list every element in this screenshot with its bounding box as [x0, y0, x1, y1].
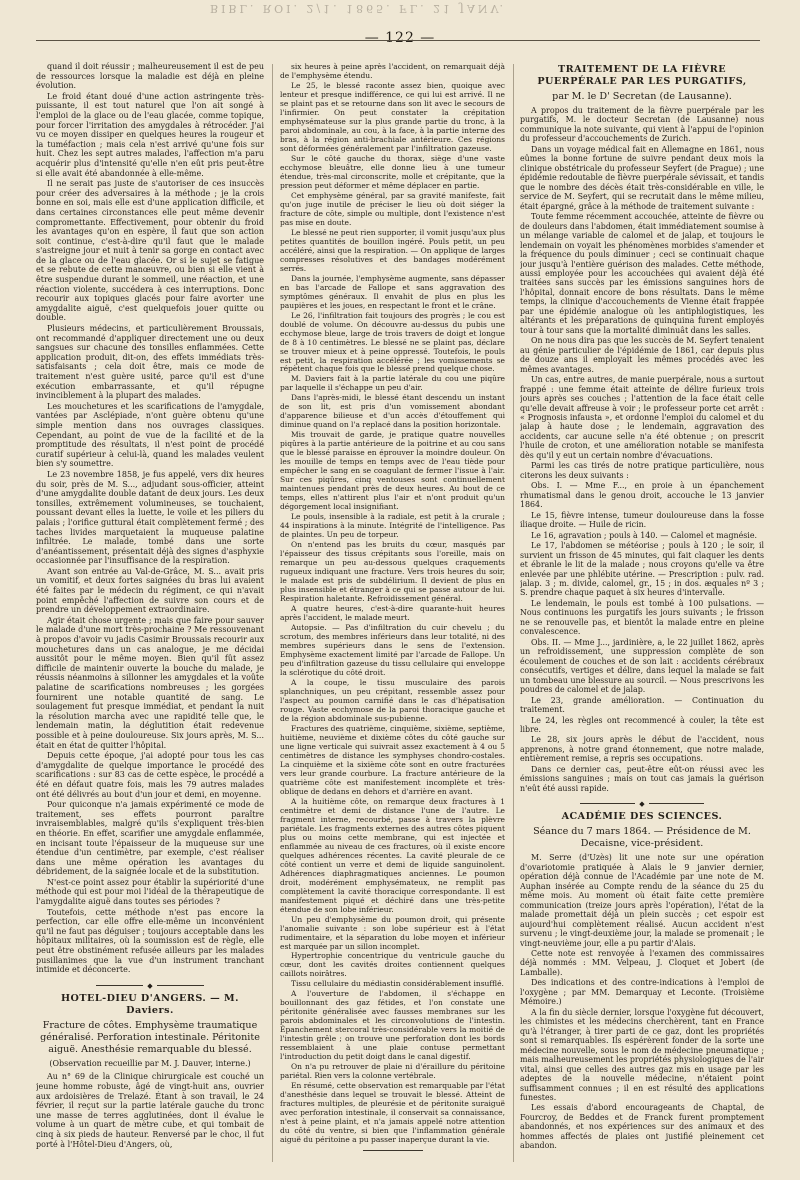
bleed-through-text: BIBL. ROI. 2/1. 1865. FL. 21 JANV.: [210, 2, 507, 15]
paragraph: Il ne serait pas juste de s'autoriser de ces insuccès pour créer des adversaires à la méthode ; je la crois bonne en soi, mais elle est d'une application difficile, et dans certaines circonstances elle peut même devenir compromettante. Effectivement, pour obtenir du froid les avantages qu'on en espère, il faut que son action soit continue, c'est-à-dire qu'il faut que le malade s'astreigne jour et nuit à tenir sa gorge en contact avec de la glace ou de l'eau glacée. Or si le sujet se fatigue et se rebute de cette manœuvre, ou bien si elle vient à être suspendue durant le sommeil, une réaction, et une réaction violente, succédera à ces interruptions. Donc recourir aux topiques glacés pour faire avorter une amygdalite aiguë, c'est quelquefois jouer quitte ou double.: [36, 179, 264, 323]
paragraph: A l'ouverture de l'abdomen, il s'échappe en bouillonnant des gaz fétides, et l'on constate une péritonite généralisée avec fausses membranes sur les parois abdominales et les circonvolutions de l'intestin. Épanchement stercoral très-considérable vers la moitié de l'intestin grêle ; on trouve une perforation dont les bords ressemblaient à une plaie contuse permettant l'introduction du petit doigt dans le canal digestif.: [280, 989, 505, 1062]
paragraph: Pour quiconque n'a jamais expérimenté ce mode de traitement, ses effets pourront paraître invraisemblables, malgré qu'ils s'expliquent très-bien en théorie. En effet, scarifier une amygdale enflammée, en incisant toute l'épaisseur de la muqueuse sur une étendue d'un centimètre, par exemple, c'est réaliser dans une même opération les avantages du débridement, de la saignée locale et de la substitution.: [36, 800, 264, 877]
paragraph: On n'a pu retrouver de plaie ni d'éraillure du péritoine pariétal. Rien vers la colonne vertébrale.: [280, 1062, 505, 1081]
paragraph: Parmi les cas tirés de notre pratique particulière, nous citerons les deux suivants :: [520, 461, 764, 480]
page-number: [0, 30, 800, 46]
paragraph: Le 16, agravation ; pouls à 140. — Calomel et magnésie.: [531, 530, 758, 540]
column-left: [36, 62, 264, 1168]
paragraph: Le 23, grande amélioration. — Continuation du traitement.: [520, 695, 764, 715]
paragraph: Depuis cette époque, j'ai adopté pour tous les cas d'amygdalite de quelque importance le procédé des scarifications : sur 83 cas de cette espèce, le procédé a été en défaut quatre fois, mais les 79 autres malades ont été délivrés au bout d'un jour et demi, en moyenne.: [36, 751, 264, 799]
paragraph: A la coupe, le tissu musculaire des parois splanchniques, un peu crépitant, ressemble assez pour l'aspect au poumon carnifié dans le cas d'hépatisation rouge. Vaste ecchymose de la paroi thoracique gauche et de la région abdominale sus-pubienne.: [280, 677, 505, 723]
paragraph: six heures à peine après l'accident, on remarquait déjà de l'emphysème étendu.: [280, 62, 505, 80]
paragraph: Hypertrophie concentrique du ventricule gauche du cœur, dont les cavités droites contiennent quelques caillots noirâtres.: [280, 951, 505, 979]
article-body: [520, 106, 764, 793]
column-middle: [280, 62, 505, 1168]
paragraph: En résumé, cette observation est remarquable par l'état d'anesthésie dans lequel se trouvait le blessé. Atteint de fractures multiples, de pleurésie et de péritonite suraiguë avec perforation intestinale, il conservait sa connaissance, n'est à peine plaint, et n'a jamais appelé notre attention du côté du ventre, si bien que l'inflammation générale aiguë du péritoine a pu passer inaperçue durant la vie.: [280, 1081, 505, 1145]
section-separator: [36, 981, 264, 989]
paragraph: Le 15, fièvre intense, tumeur douloureuse dans la fosse iliaque droite. — Huile de ricin.: [520, 510, 764, 530]
paragraph: Le lendemain, le pouls est tombé à 100 pulsations. — Nous continuons les purgatifs les jours suivants ; le frisson ne se renouvelle pas, et bientôt la malade entre en pleine convalescence.: [520, 598, 764, 637]
paragraph: Obs. II. — Mme J..., jardinière, a, le 22 juillet 1862, après un refroidissement, une suppression complète de son écoulement de couches et de son lait : accidents cérébraux consécutifs, vertiges et délire, dans lequel la malade se fait un tombeau une blessure au sourcil. — Nous prescrivons les poudres de calomel et de jalap.: [520, 637, 764, 695]
paragraph: M. Daviers fait à la partie latérale du cou une piqûre par laquelle il s'échappe un peu d'air.: [280, 374, 505, 393]
column-left-body: [36, 62, 264, 975]
paragraph: Cette note est renvoyée à l'examen des commissaires déjà nommés : MM. Velpeau, J. Cloquet et Jobert (de Lamballe).: [520, 948, 764, 977]
paragraph: Autopsie. — Pas d'infiltration du cuir chevelu ; du scrotum, des membres inférieurs dans leur totalité, ni des membres supérieurs dans le sens de l'extension. Emphysème exactement limité par l'arcade de Fallope. Un peu d'infiltration gazeuse du tissu cellulaire qui enveloppe la sclérotique du côté droit.: [280, 623, 505, 677]
paragraph: Le 25, le blessé raconte assez bien, quoique avec lenteur et presque indifférence, ce qui lui est arrivé. Il ne se plaint pas et se retourne dans son lit avec le secours de l'infirmier. On peut constater la crépitation emphysémateuse sur la plus grande partie du tronc, à la paroi abdominale, au cou, à la face, à la partie interne des bras, à la région anti-brachiale antérieure. Ces régions sont déformées généralement par l'infiltration gazeuse.: [280, 80, 505, 153]
section-body: [36, 1072, 264, 1149]
paragraph: Tissu cellulaire du médiastin considérablement insufflé.: [291, 979, 504, 989]
column-divider-1: [272, 64, 273, 1162]
paragraph: A la fin du siècle dernier, lorsque l'oxygène fut découvert, les chimistes et les médecins cherchèrent, tant en France qu'à l'étranger, à tirer parti de ce gaz, dont les propriétés sont si remarquables. Ils espérèrent fonder de la sorte une médecine nouvelle, sous le nom de médecine pneumatique ; mais malheureusement les propriétés physiologiques de l'air vital, ainsi que celles des autres gaz mis en usage par les adeptes de la nouvelle médecine, n'étaient point suffisamment connues ; il en est résulté des applications funestes.: [520, 1007, 764, 1102]
end-rule: [363, 1150, 423, 1151]
paragraph: Plusieurs médecins, et particulièrement Broussais, ont recommandé d'appliquer directement une ou deux sangsues sur chacune des tonsilles enflammées. Cette application produit, dit-on, des effets immédiats très-satisfaisants ; cela doit être, mais ce mode de traitement n'est guère usité, parce qu'il est d'une exécution embarrassante, et qu'il répugne invinciblement à la plupart des malades.: [36, 324, 264, 401]
paragraph: Le blessé ne peut rien supporter, il vomit jusqu'aux plus petites quantités de bouillon ingéré. Pouls petit, un peu accéléré, ainsi que la respiration. — On applique de larges compresses résolutives et des bandages modérément serrés.: [280, 227, 505, 273]
running-header: [0, 0, 800, 52]
section-note: (Observation recueillie par M. J. Dauver, interne.): [49, 1058, 251, 1068]
paragraph: Mis trouvait de garde, je pratique quatre nouvelles piqûres à la partie antérieure de la poitrine et au cou sans que le blessé paraisse en éprouver la moindre douleur. On les mouille de temps en temps avec de l'eau tiède pour empêcher le sang en se coagulant de fermer l'issue à l'air. Sur ces piqûres, cinq ventouses sont continuellement maintenues pendant près de deux heures. Au bout de ce temps, elles n'attirent plus l'air et n'ont produit qu'un dégorgement local insignifiant.: [280, 430, 505, 512]
paragraph: Agir était chose urgente ; mais que faire pour sauver le malade d'une mort très-prochaine ? Me ressouvenant à propos d'avoir vu jadis Casimir Broussais recourir aux mouchetures dans un cas analogue, je me décidai aussitôt pour le même moyen. Bien qu'il fût assez difficile de maintenir ouverte la bouche du malade, je réussis néanmoins à sillonner les amygdales et la voûte palatine de scarifications nombreuses ; les gorgées fournirent une notable quantité de sang. Le soulagement fut presque immédiat, et pendant la nuit la résolution marcha avec une rapidité telle que, le lendemain matin, la déglutition était redevenue possible et à peine douloureuse. Six jours après, M. S... était en état de quitter l'hôpital.: [36, 615, 264, 750]
paragraph: Fractures des quatrième, cinquième, sixième, septième, huitième, neuvième et dixième côtes du côté gauche sur une ligne verticale qui suivrait assez exactement à 4 ou 5 centimètres de distance les symphyses chondro-costales. La cinquième et la sixième côte sont en outre fracturées vers leur grande courbure. La fracture antérieure de la quatrième côte est manifestement incomplète et très-oblique de dedans en dehors et d'arrière en avant.: [280, 723, 505, 796]
paragraph: Les essais d'abord encourageants de Chaptal, de Fourcroy, de Beddes et de Franck furent promptement abandonnés, et nos expériences sur des animaux et des hommes affectés de plaies ont justifié pleinement cet abandon.: [520, 1103, 764, 1151]
paragraph: Dans l'après-midi, le blessé étant descendu un instant de son lit, est pris d'un vomissement abondant d'apparence bilieuse et d'un accès d'étouffement qui diminue quand on l'a replacé dans la position horizontale.: [280, 393, 505, 430]
paragraph: On ne nous dira pas que les succès de M. Seyfert tenaient au génie particulier de l'épidémie de 1861, car depuis plus de douze ans il employait les mêmes procédés avec les mêmes avantages.: [520, 336, 764, 374]
section-subtitle: Fracture de côtes. Emphysème traumatique généralisé. Perforation intestinale. Péritonite aiguë. Anesthésie remarquable du blessé.: [40, 1019, 260, 1055]
header-rule: [36, 40, 760, 41]
paragraph: Dans ce dernier cas, peut-être eût-on réussi avec les émissions sanguines ; mais on tout cas jamais la guérison n'eût été aussi rapide.: [520, 764, 764, 793]
paragraph: Dans la journée, l'emphysème augmente, sans dépasser en bas l'arcade de Fallope et sans aggravation des symptômes généraux. Il envahit de plus en plus les paupières et les joues, en respectant le front et le crâne.: [280, 273, 505, 310]
paragraph: Le 24, les règles ont recommencé à couler, la tête est libre.: [520, 715, 764, 734]
academy-subtitle: Séance du 7 mars 1864. — Présidence de M. Decaisne, vice-président.: [533, 826, 751, 850]
paragraph: Sur le côté gauche du thorax, siège d'une vaste ecchymose bleuâtre, elle donne lieu à une tumeur étendue, très-mal circonscrite, molle et crépitante, que la pression peut déformer et même déplacer en partie.: [280, 153, 505, 190]
paragraph: M. Serre (d'Uzès) lit une note sur une opération d'ovariotomie pratiquée à Alais le 9 janvier dernier, opération déjà connue de l'Académie par une note de M. Auphan insérée au Compte rendu de la séance du 25 du même mois. Au moment où était faite cette première communication (treize jours après l'opération), l'état de la malade promettait déjà un plein succès ; cet espoir est aujourd'hui complètement réalisé. Aucun accident n'est survenu ; le vingt-deuxième jour, la malade se promenait ; le vingt-neuvième jour, elle a pu partir d'Alais.: [520, 853, 764, 948]
separator-ornament-icon: ◆: [143, 982, 156, 990]
paragraph: Le 26, l'infiltration fait toujours des progrès ; le cou est doublé de volume. On découvre au-dessus du pubis une ecchymose bleue, large de trois travers de doigt et longue de 8 à 10 centimètres. Le blessé ne se plaint pas, déclare se trouver mieux et à peine oppressé. Toutefois, le pouls est petit, la respiration accélérée ; les vomissements se répètent chaque fois que le blessé prend quelque chose.: [280, 310, 505, 374]
paragraph: Le froid étant doué d'une action astringente très-puissante, il est tout naturel que l'on ait songé à l'emploi de la glace ou de l'eau glacée, comme topique, pour forcer l'irritation des amygdales à rétrocéder. J'ai vu ce moyen dissiper en quelques heures la rougeur et la tuméfaction ; mais cela n'est arrivé qu'une fois sur huit. Chez les sept autres malades, l'affection m'a paru acquérir plus d'intensité qu'elle n'en eût pris peut-être si elle avait été abandonnée à elle-même.: [36, 91, 264, 178]
column-middle-body: [280, 62, 505, 1144]
separator-ornament-icon: ◆: [635, 800, 648, 808]
academy-title: ACADÉMIE DES SCIENCES.: [561, 811, 723, 823]
paragraph: Dans un voyage médical fait en Allemagne en 1861, nous eûmes la bonne fortune de suivre pendant deux mois la clinique obstétricale du professeur Seyfert (de Prague) ; une épidémie redoutable de fièvre puerpérale sévissait, et tandis que le nombre des décès était très-considérable en ville, le service de M. Seyfert, qui se recrutait dans le même milieu, était épargné, grâce à la méthode de traitement suivante :: [520, 144, 764, 211]
paragraph: A la huitième côte, on remarque deux fractures à 1 centimètre et demi de distance l'une de l'autre. Le fragment interne, recourbé, passe à travers la plèvre pariétale. Les fragments externes des autres côtes piquent plus ou moins cette membrane, qui est injectée et enflammée au niveau de ces fractures, où il existe encore quelques adhérences récentes. La cavité pleurale de ce côté contient un verre et demi de liquide sanguinolent. Adhérences diaphragmatiques anciennes. Le poumon droit, modérément emphysémateux, ne remplit pas complètement la cavité thoracique correspondante. Il est manifestement piqué et déchiré dans une très-petite étendue de son lobe inférieur.: [280, 796, 505, 914]
column-divider-2: [513, 64, 514, 1162]
paragraph: Le pouls, insensible à la radiale, est petit à la crurale ; 44 inspirations à la minute. Intégrité de l'intelligence. Pas de plaintes. Un peu de torpeur.: [280, 512, 505, 540]
paragraph: A propos du traitement de la fièvre puerpérale par les purgatifs, M. le docteur Secretan (de Lausanne) nous communique la note suivante, qui vient à l'appui de l'opinion du professeur d'accouchements de Zurich.: [520, 106, 764, 144]
paragraph: A quatre heures, c'est-à-dire quarante-huit heures après l'accident, le malade meurt.: [280, 604, 505, 623]
paragraph: Avant son entrée au Val-de-Grâce, M. S... avait pris un vomitif, et deux fortes saignées du bras lui avaient été faites par le médecin du régiment, ce qui n'avait point empêché l'affection de suivre son cours et de prendre un développement extraordinaire.: [36, 566, 264, 615]
paragraph: quand il doit réussir ; malheureusement il est de peu de ressources lorsque la maladie est déjà en pleine évolution.: [36, 62, 264, 91]
paragraph: On n'entend pas les bruits du cœur, masqués par l'épaisseur des tissus crépitants sous l'oreille, mais on remarque un peu au-dessous quelques craquements rugueux indiquant une fracture. Vers trois heures du soir, le malade est pris de subdélirium. Il devient de plus en plus insensible et étranger à ce qui se passe autour de lui. Respiration haletante. Refroidissement général.: [280, 540, 505, 604]
page-number-text: — 122 —: [359, 30, 442, 46]
paragraph: Le 23 novembre 1858, je fus appelé, vers dix heures du soir, près de M. S..., adjudant sous-officier, atteint d'une amygdalite double datant de deux jours. Les deux tonsilles, extrêmement volumineuses, se touchaient, poussant devant elles la luette, le voile et les piliers du palais ; l'orifice guttural était complètement fermé ; des taches livides marquetaient la muqueuse palatine infiltrée. Le malade, tombé dans une sorte d'anéantissement, présentait déjà des signes d'asphyxie occasionnée par l'insuffisance de la respiration.: [36, 469, 264, 566]
column-right: [520, 62, 764, 1168]
academy-separator: [520, 799, 764, 807]
paragraph: Cet emphysème général, par sa gravité manifeste, fait qu'on juge inutile de préciser le lieu où doit siéger la fracture de côte, simple ou multiple, dont l'existence n'est pas mise en doute.: [280, 190, 505, 227]
academy-body: [520, 853, 764, 1151]
paragraph: Des indications et des contre-indications à l'emploi de l'oxygène ; par MM. Demarquay et Leconte. (Troisième Mémoire.): [520, 978, 764, 1007]
paragraph: Le 17, l'abdomen se météorise ; pouls à 120 ; le soir, il survient un frisson de 45 minutes, qui fait claquer les dents et ébranle le lit de la malade ; nous croyons qu'elle va être enlevée par une phlébite utérine. — Prescription : pulv. rad. jalap. 3 ; m. divide, calomel, gr., 15 ; in dos. æquales nº 3 ; S. prendre chaque paquet à six heures d'intervalle.: [520, 541, 764, 598]
paragraph: Les mouchetures et les scarifications de l'amygdale, vantées par Asclépiade, n'ont guère obtenu qu'une simple mention dans nos ouvrages classiques. Cependant, au point de vue de la facilité et de la promptitude des résultats, il n'est point de procédé curatif supérieur à celui-là, quand les malades veulent bien s'y soumettre.: [36, 401, 264, 469]
paragraph: Un peu d'emphysème du poumon droit, qui présente l'anomalie suivante : son lobe supérieur est à l'état rudimentaire, et la séparation du lobe moyen et inférieur est marquée par un sillon incomplet.: [280, 914, 505, 951]
article-title: TRAITEMENT DE LA FIÈVRE PUERPÉRALE PAR LES PURGATIFS,: [537, 64, 747, 87]
paragraph: Obs. I. — Mme F..., en proie à un épanchement rhumatismal dans le genou droit, accouche le 13 janvier 1864.: [520, 481, 764, 510]
paragraph: Le 28, six jours après le début de l'accident, nous apprenons, à notre grand étonnement, que notre malade, entièrement remise, a repris ses occupations.: [520, 735, 764, 764]
paragraph: Un cas, entre autres, de manie puerpérale, nous a surtout frappé : une femme était atteinte de délire furieux trois jours après ses couches ; l'attention de la face était celle qu'elle devait affreuse à voir ; le professeur porte cet arrêt : « Prognosis infausta », et ordonne l'emploi du calomel et du jalap à haute dose ; le lendemain, aggravation des accidents, car aucune selle n'a été obtenue ; on prescrit l'huile de croton, et une amélioration notable se manifesta dès qu'il y eut un certain nombre d'évacuations.: [520, 375, 764, 460]
paragraph: Toutefois, cette méthode n'est pas encore la perfection, car elle offre elle-même un inconvénient qu'il ne faut pas déguiser ; toujours acceptable dans les hôpitaux militaires, où la soumission est de règle, elle peut être obstinément refusée ailleurs par les malades pusillanimes que la vue d'un instrument tranchant intimide et déconcerte.: [36, 907, 264, 975]
paragraph: N'est-ce point assez pour établir la supériorité d'une méthode qui est pour moi l'idéal de la thérapeutique de l'amygdalite aiguë dans toutes ses périodes ?: [36, 877, 264, 907]
section-title: HOTEL-DIEU D'ANGERS. — M. Daviers.: [60, 992, 240, 1016]
paragraph: Au n° 69 de la Clinique chirurgicale est couché un jeune homme robuste, âgé de vingt-huit ans, ouvrier aux ardoisières de Trelazé. Étant à son travail, le 24 février, il reçut sur la partie latérale gauche du tronc une masse de terres agglutinées, dont il évalue le volume à un quart de mètre cube, et qui tombait de cinq à six pieds de hauteur. Renversé par le choc, il fut porté à l'Hôtel-Dieu d'Angers, où,: [36, 1072, 264, 1149]
paragraph: Toute femme récemment accouchée, atteinte de fièvre ou de douleurs dans l'abdomen, était immédiatement soumise à un mélange variable de calomel et de jalap, et toujours le lendemain on voyait les phénomènes morbides s'amender et la fréquence du pouls diminuer ; ceci se continuait chaque jour jusqu'à l'entière guérison des malades. Cette méthode, aussi employée pour les accouchées qui avaient déjà été traitées sans succès par les émissions sanguines hors de l'hôpital, donnait encore de bons résultats. Dans le même temps, la clinique d'accouchements de Vienne était frappée par une épidémie analogue où les antiphlogistiques, les altérants et les préparations de quinquina furent employés tour à tour sans que la mortalité diminuât dans les salles.: [520, 212, 764, 335]
article-byline: par M. le D' Secretan (de Lausanne).: [552, 91, 732, 102]
